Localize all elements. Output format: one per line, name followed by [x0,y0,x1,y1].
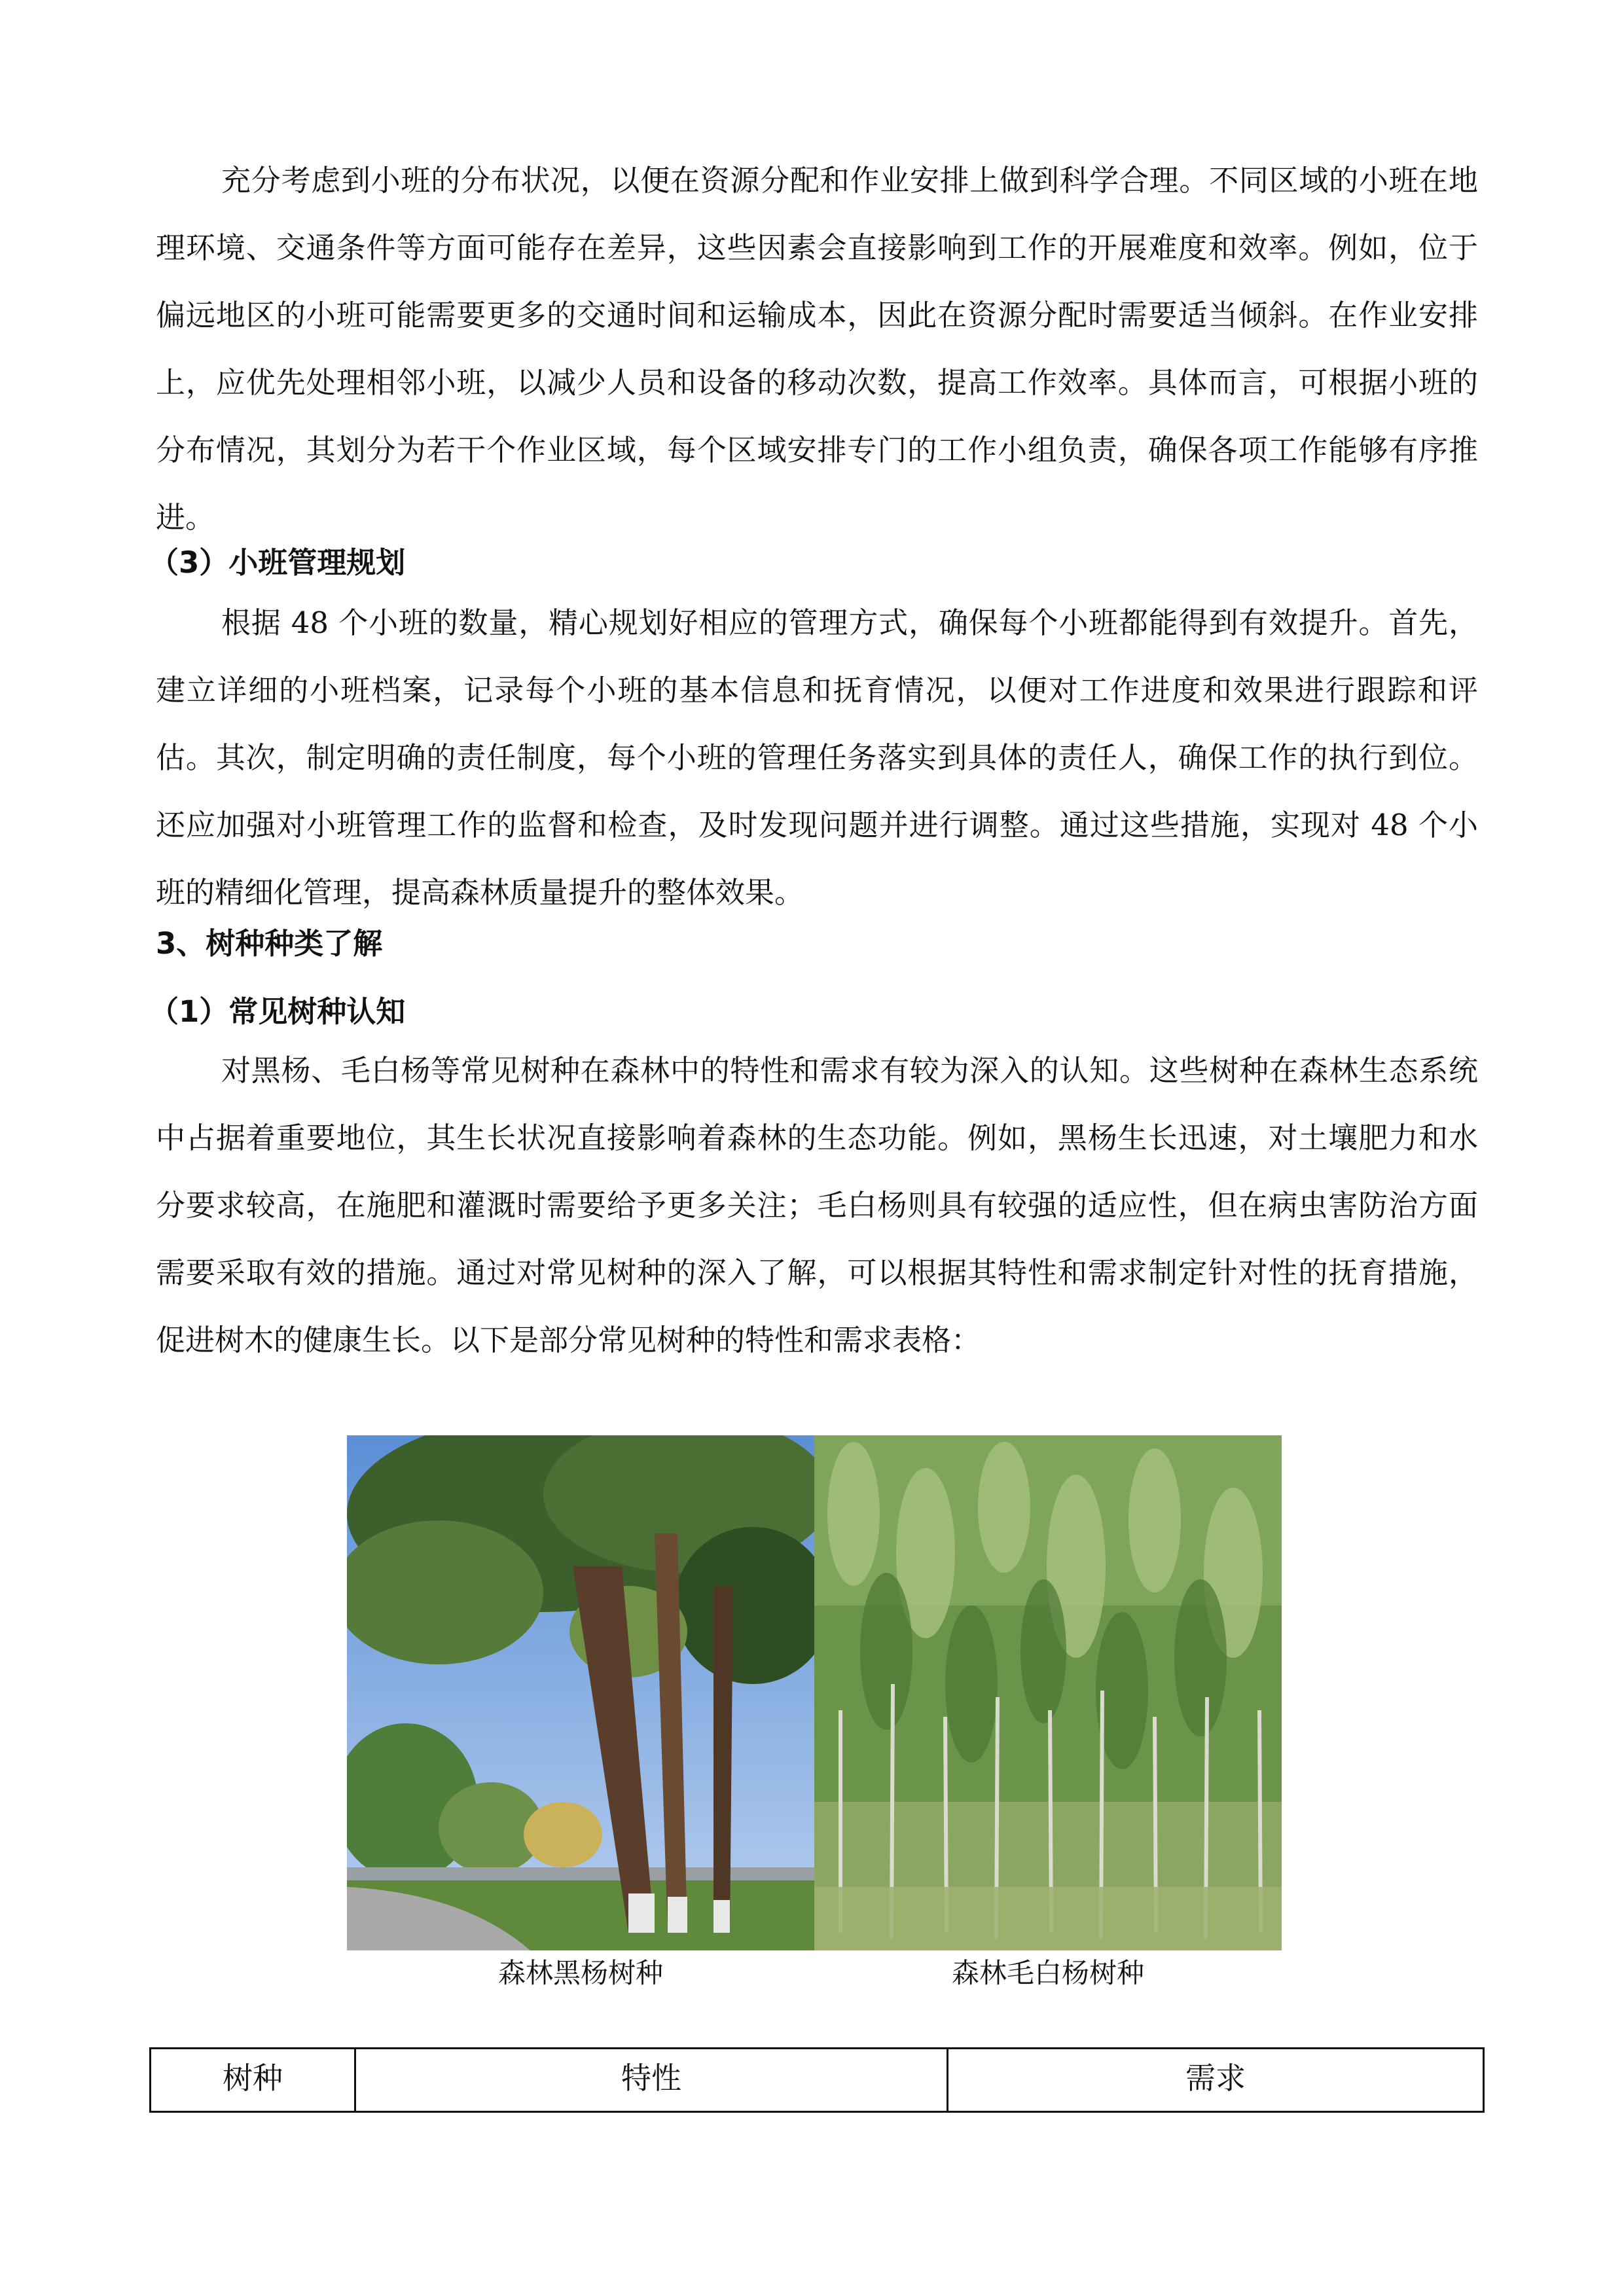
table-header-row [151,2049,1484,2112]
black-poplar-photo [347,1435,814,1950]
section-heading-tree-species: 3、树种种类了解 [156,926,383,961]
paragraph-distribution: 充分考虑到小班的分布状况，以便在资源分配和作业安排上做到科学合理。不同区域的小班在地理环境、交通条件等方面可能存在差异，这些因素会直接影响到工作的开展难度和效率。例如，位于偏远地区的小班可能需要更多的交通时间和运输成本，因此在资源分配时需要适当倾斜。在作业安排上，应优先处理相邻小班，以减少人员和设备的移动次数，提高工作效率。具体而言，可根据小班的分布情况，其划分为若干个作业区域，每个区域安排专门的工作小组负责，确保各项工作能够有序推进。 [156,163,1478,535]
header-species: 树种 [151,2049,355,2112]
white-poplar-photo [814,1435,1282,1950]
caption-black-poplar: 森林黑杨树种 [497,1957,663,1989]
paragraph-class-management: 根据 48 个小班的数量，精心规划好相应的管理方式，确保每个小班都能得到有效提升。首先，建立详细的小班档案，记录每个小班的基本信息和抚育情况，以便对工作进度和效果进行跟踪和评估。其次，制定明确的责任制度，每个小班的管理任务落实到具体的责任人，确保工作的执行到位。还应加强对小班管理工作的监督和检查，及时发现问题并进行调整。通过这些措施，实现对 48 个小班的精细化管理，提高森林质量提升的整体效果。 [156,605,1478,910]
heading-common-species: （1）常见树种认知 [149,994,406,1029]
header-characteristics: 特性 [355,2049,948,2112]
heading-class-management: （3）小班管理规划 [149,545,406,580]
header-requirements: 需求 [948,2049,1484,2112]
species-table [149,2047,1485,2113]
paragraph-common-species: 对黑杨、毛白杨等常见树种在森林中的特性和需求有较为深入的认知。这些树种在森林生态系统中占据着重要地位，其生长状况直接影响着森林的生态功能。例如，黑杨生长迅速，对土壤肥力和水分要求较高，在施肥和灌溉时需要给予更多关注；毛白杨则具有较强的适应性，但在病虫害防治方面需要采取有效的措施。通过对常见树种的深入了解，可以根据其特性和需求制定针对性的抚育措施，促进树木的健康生长。以下是部分常见树种的特性和需求表格： [156,1053,1478,1357]
caption-white-poplar: 森林毛白杨树种 [951,1957,1144,1989]
